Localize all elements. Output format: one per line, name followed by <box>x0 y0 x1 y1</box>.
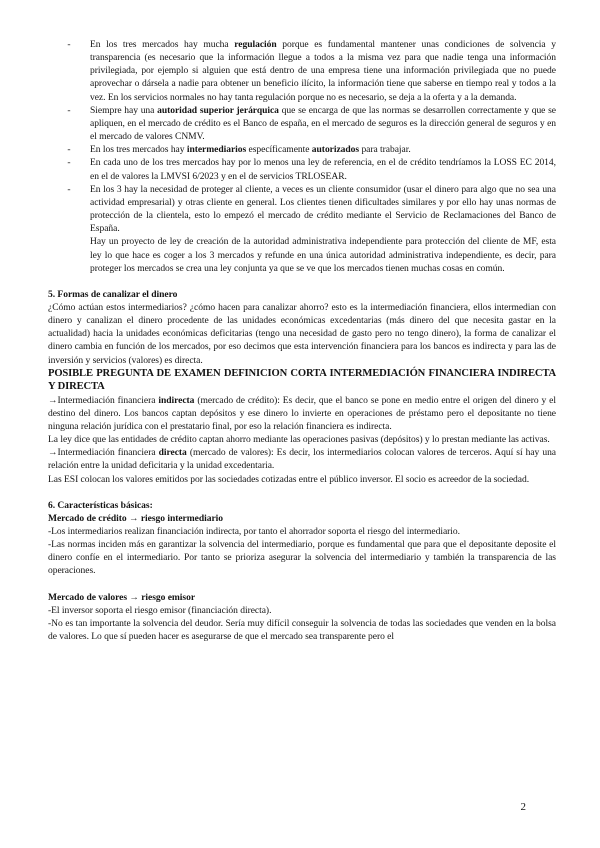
spacer <box>48 275 556 288</box>
page-number: 2 <box>520 801 526 813</box>
law-note: La ley dice que las entidades de crédito captan ahorro mediante las operaciones pasivas (depósitos) y lo prestan mediante las activas. <box>48 434 550 446</box>
bullet-dash: - <box>67 183 71 195</box>
bold-term: indirecta <box>158 394 195 406</box>
arrow-icon: → <box>48 394 58 406</box>
indirect-intermediation: →Intermediación financiera indirecta (mercado de crédito): Es decir, que el banco se pone en medio entre el origen del dinero y el destino del dinero. Los bancos captan depósitos y ese dinero lo invierte en operaciones de préstamo pero el depositante no tiene ninguna relación jurídica con el prestatario final, por eso la relación financiera es indirecta. <box>48 394 556 432</box>
bullet-regulacion <box>48 38 556 104</box>
values-line: -No es tan importante la solvencia del deudor. Sería muy difícil conseguir la solvencia de todas las sociedades que venden en la bolsa de valores. Lo que sí pueden hacer es asegurarse de que el mercado sea transparente pero el <box>48 617 556 643</box>
bullet-dash: - <box>67 157 71 169</box>
bullet-text: Siempre hay una autoridad superior jerárquica que se encarga de que las normas se desarrollen correctamente y que se apliquen, en el mercado de crédito es el Banco de españa, en el mercado de seguros es la dirección general de seguros y en el mercado de valores CNMV. <box>90 104 556 143</box>
bullet-text: En cada uno de los tres mercados hay por lo menos una ley de referencia, en el de crédito tendríamos la LOSS EC 2014, en el de valores la LMVSI 6/2023 y en el de servicios TRLOSEAR. <box>90 157 556 182</box>
exam-question-title: POSIBLE PREGUNTA DE EXAMEN DEFINICION CORTA INTERMEDIACIÓN FINANCIERA INDIRECTA Y DIRECTA <box>48 367 556 393</box>
bold-term: autoridad superior jerárquica <box>157 104 279 116</box>
credit-line: -Las normas inciden más en garantizar la solvencia del intermediario, porque es fundamental que para que el depositante deposite el dinero confíe en el intermediario. Por tanto se prioriza asegurar la solvencia del intermediario y también la transparencia de las operaciones. <box>48 539 556 577</box>
bullet-intermediarios <box>48 143 556 156</box>
spacer <box>48 578 556 591</box>
bullet-ley-referencia <box>48 156 556 182</box>
bold-term: regulación <box>234 39 277 50</box>
bold-term: directa <box>158 447 187 459</box>
bullet-text: En los tres mercados hay mucha regulación porque es fundamental mantener unas condiciones de solvencia y transparencia (es necesario que la información llegue a todos a la misma vez para que nadie tenga una información privilegiada, por ejemplo si alguien que está dentro de una empresa tiene una información privilegiada que no puede aprovechar o dársela a nadie para obtener un beneficio ilícito, la información tiene que saberse en tiempo real y todos a la vez. En los servicios normales no hay tanta regulación porque no es necesario, se deja a la oferta y a la demanda. <box>90 39 556 103</box>
bullet-proteccion-cliente <box>48 183 556 236</box>
bullet-text: En los 3 hay la necesidad de proteger al cliente, a veces es un cliente consumidor (usar el dinero para algo que no sea una actividad empresarial) y otras cliente en general. Los clientes tienen dificultades similares y por ello hay unas normas de protección de la clientela, esto lo empezó el mercado de crédito mediante el Servicio de Reclamaciones del Banco de España. <box>90 183 556 235</box>
bullet-dash: - <box>67 104 71 116</box>
section-5-intro: ¿Cómo actúan estos intermediarios? ¿cómo hacen para canalizar ahorro? esto es la intermediación financiera, ellos intermedian con dinero y canalizan el dinero procedente de las unidades económicas excedentarias (más dinero del que necesita gastar en la actualidad) hacia la unidades económicas deficitarias (tengo una necesidad de gasto pero no tengo dinero), la forma de canalizar el dinero cambia en función de los mercados, por eso decimos que esta intervención financiera para los bancos es indirecta y para las de inversión y servicios (valores) es directa. <box>48 301 556 366</box>
bullet-dash: - <box>67 39 71 50</box>
bullet-continuation: Hay un proyecto de ley de creación de la autoridad administrativa independiente para protección del cliente de MF, esta ley lo que hace es coger a los 3 mercados y refunde en una única autoridad administrativa independiente, es decir, para proteger los mercados se crea una ley conjunta ya que se ve que los mercados tienen muchas cosas en común. <box>90 236 556 274</box>
direct-intermediation: →Intermediación financiera directa (mercado de valores): Es decir, los intermediarios colocan valores de terceros. Aquí sí hay una relación entre la unidad deficitaria y la unidad excedentaria. <box>48 447 556 472</box>
bullet-autoridad <box>48 104 556 143</box>
bold-term: autorizados <box>311 144 360 156</box>
section-6-heading: 6. Características básicas: <box>48 499 153 511</box>
section-5-heading: 5. Formas de canalizar el dinero <box>48 288 178 300</box>
values-line: -El inversor soporta el riesgo emisor (financiación directa). <box>48 604 272 616</box>
page-body <box>48 38 556 643</box>
esi-note: Las ESI colocan los valores emitidos por las sociedades cotizadas entre el público inversor. El socio es acreedor de la sociedad. <box>48 473 530 485</box>
arrow-icon: → <box>48 447 58 459</box>
bold-term: intermediarios <box>186 144 247 156</box>
bullet-dash: - <box>67 144 71 156</box>
credit-line: -Los intermediarios realizan financiación indirecta, por tanto el ahorrador soporta el riesgo del intermediario. <box>48 525 460 537</box>
values-market-title: Mercado de valores → riesgo emisor <box>48 591 196 603</box>
spacer <box>48 486 556 499</box>
credit-market-title: Mercado de crédito → riesgo intermediario <box>48 512 224 524</box>
bullet-text: En los tres mercados hay intermediarios específicamente autorizados para trabajar. <box>90 144 411 156</box>
